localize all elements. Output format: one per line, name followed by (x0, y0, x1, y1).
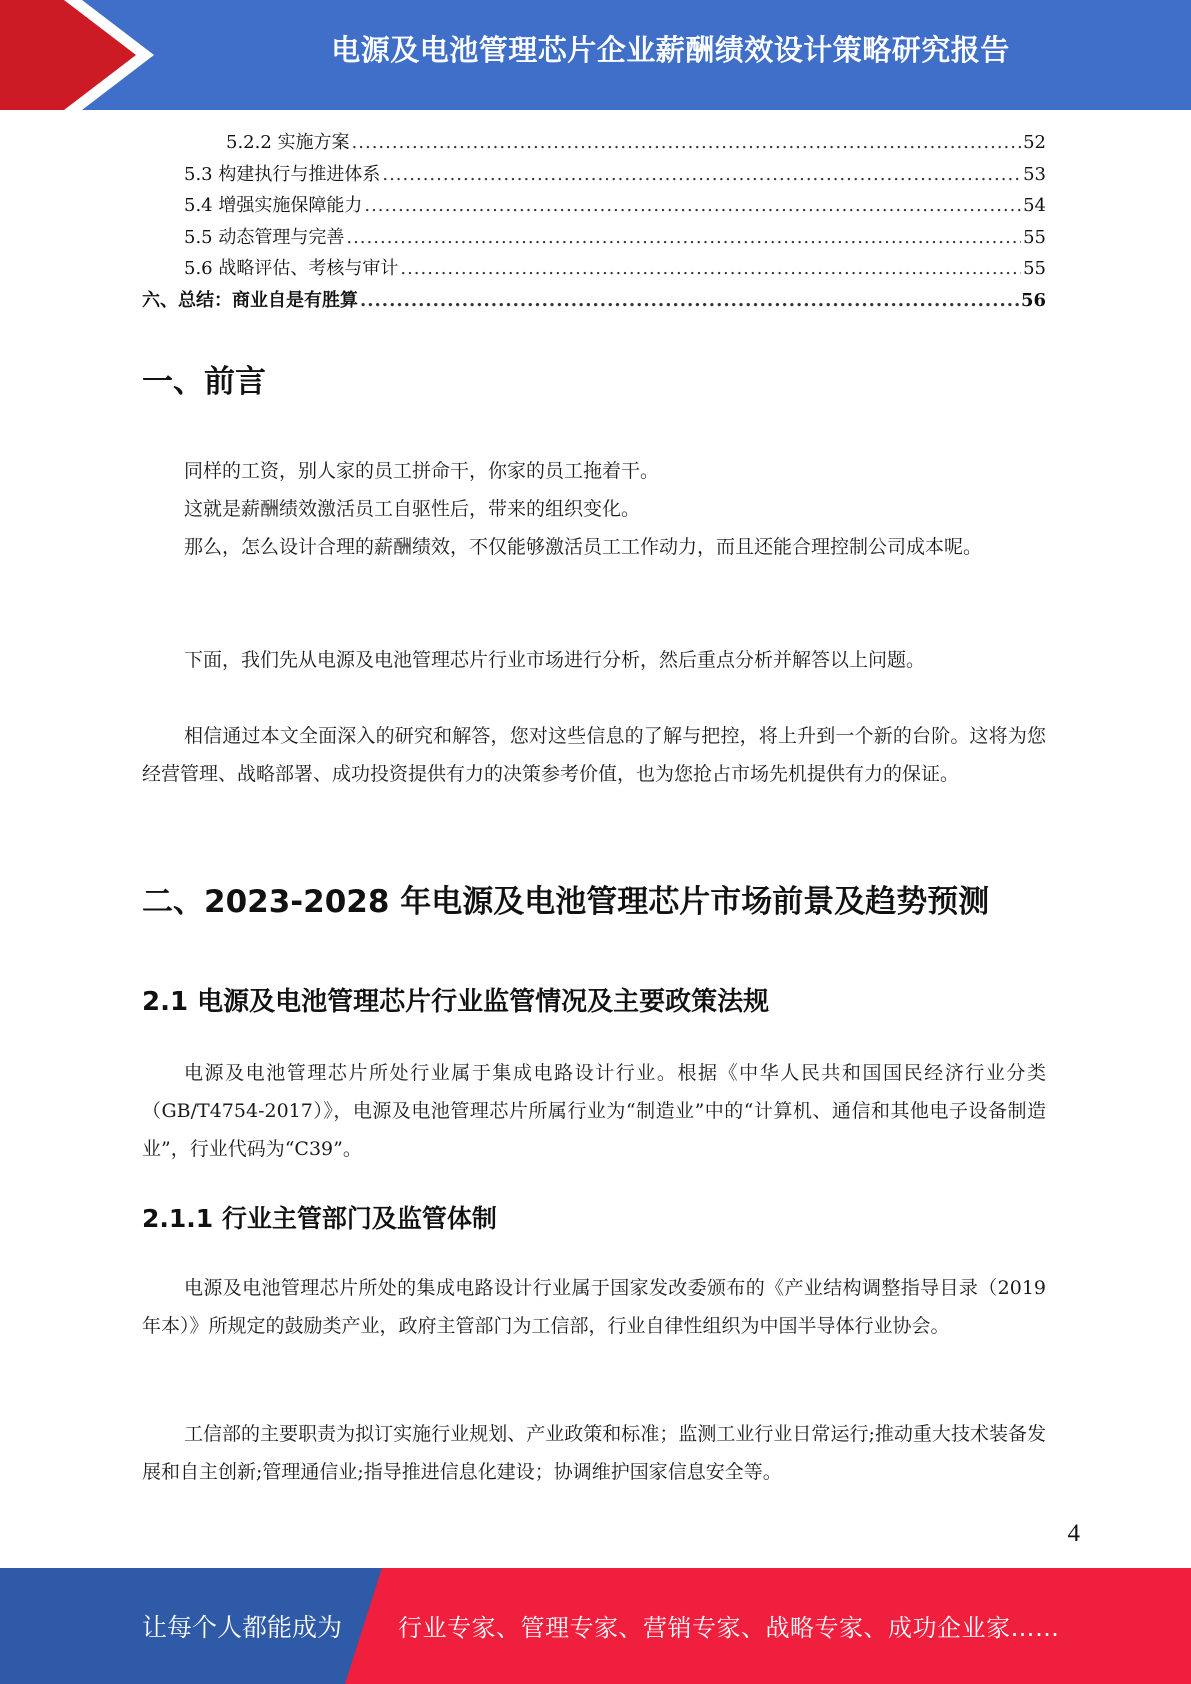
footer-slogan-right: 行业专家、管理专家、营销专家、战略专家、成功企业家…… (398, 1614, 1060, 1642)
toc-entry[interactable] (142, 128, 1046, 160)
section-heading-preface: 一、前言 (142, 364, 266, 400)
toc-entry-label: 5.3 构建执行与推进体系 (184, 163, 381, 185)
toc-entry[interactable] (142, 286, 1046, 318)
toc-entry-page: 55 (1023, 226, 1046, 248)
toc-entry[interactable] (142, 254, 1046, 286)
report-title: 电源及电池管理芯片企业薪酬绩效设计策略研究报告 (331, 33, 1010, 67)
toc-entry-page: 55 (1023, 258, 1046, 279)
toc-entry-label: 5.2.2 实施方案 (226, 132, 350, 153)
toc-leader (360, 290, 1019, 311)
toc-leader (364, 195, 1021, 216)
footer-slogan-left: 让每个人都能成为 (142, 1613, 343, 1642)
toc-entry-page: 56 (1020, 289, 1046, 311)
toc-entry-label: 5.5 动态管理与完善 (184, 226, 345, 248)
paragraph: 工信部的主要职责为拟订实施行业规划、产业政策和标准；监测工业行业日常运行;推动重大技术装备发展和自主创新;管理通信业;指导推进信息化建设；协调维护国家信息安全等。 (142, 1423, 1046, 1483)
section-heading-2-1-1: 2.1.1 行业主管部门及监管体制 (142, 1204, 497, 1233)
toc-entry[interactable] (142, 191, 1046, 223)
paragraph: 电源及电池管理芯片所处的集成电路设计行业属于国家发改委颁布的《产业结构调整指导目录（2019 年本）》所规定的鼓励类产业，政府主管部门为工信部，行业自律性组织为中国半导体行业协会。 (142, 1277, 1046, 1337)
toc-entry-page: 53 (1023, 163, 1046, 185)
toc-entry-page: 54 (1023, 195, 1046, 216)
toc-entry[interactable] (142, 223, 1046, 255)
section-heading-market: 二、2023-2028 年电源及电池管理芯片市场前景及趋势预测 (142, 884, 990, 920)
toc-leader (346, 227, 1021, 248)
paragraph: 这就是薪酬绩效激活员工自驱性后，带来的组织变化。 (184, 498, 641, 520)
page-header (0, 0, 1191, 110)
page-number: 4 (1067, 1520, 1080, 1547)
section-heading-2-1: 2.1 电源及电池管理芯片行业监管情况及主要政策法规 (142, 987, 770, 1017)
toc-leader (352, 132, 1022, 153)
paragraph: 电源及电池管理芯片所处行业属于集成电路设计行业。根据《中华人民共和国国民经济行业分类（GB/T4754-2017）》，电源及电池管理芯片所属行业为“制造业”中的“计算机、通信和其他电子设备制造业”，行业代码为“C39”。 (142, 1062, 1046, 1160)
toc-entry-label: 5.6 战略评估、考核与审计 (184, 258, 399, 279)
toc-entry[interactable] (142, 160, 1046, 192)
paragraph: 相信通过本文全面深入的研究和解答，您对这些信息的了解与把控，将上升到一个新的台阶。这将为您经营管理、战略部署、成功投资提供有力的决策参考价值，也为您抢占市场先机提供有力的保证。 (142, 725, 1046, 785)
toc-leader (400, 258, 1021, 279)
toc-entry-label: 六、总结：商业自是有胜算 (142, 289, 358, 311)
toc-entry-page: 52 (1023, 132, 1046, 153)
paragraph: 那么，怎么设计合理的薪酬绩效，不仅能够激活员工工作动力，而且还能合理控制公司成本呢。 (184, 536, 983, 558)
header-red-block (0, 0, 150, 110)
paragraph: 同样的工资，别人家的员工拼命干，你家的员工拖着干。 (184, 460, 660, 482)
table-of-contents (142, 128, 1046, 317)
toc-entry-label: 5.4 增强实施保障能力 (184, 195, 363, 216)
paragraph: 下面，我们先从电源及电池管理芯片行业市场进行分析，然后重点分析并解答以上问题。 (184, 649, 926, 671)
page-footer (0, 1568, 1191, 1684)
toc-leader (382, 164, 1021, 185)
